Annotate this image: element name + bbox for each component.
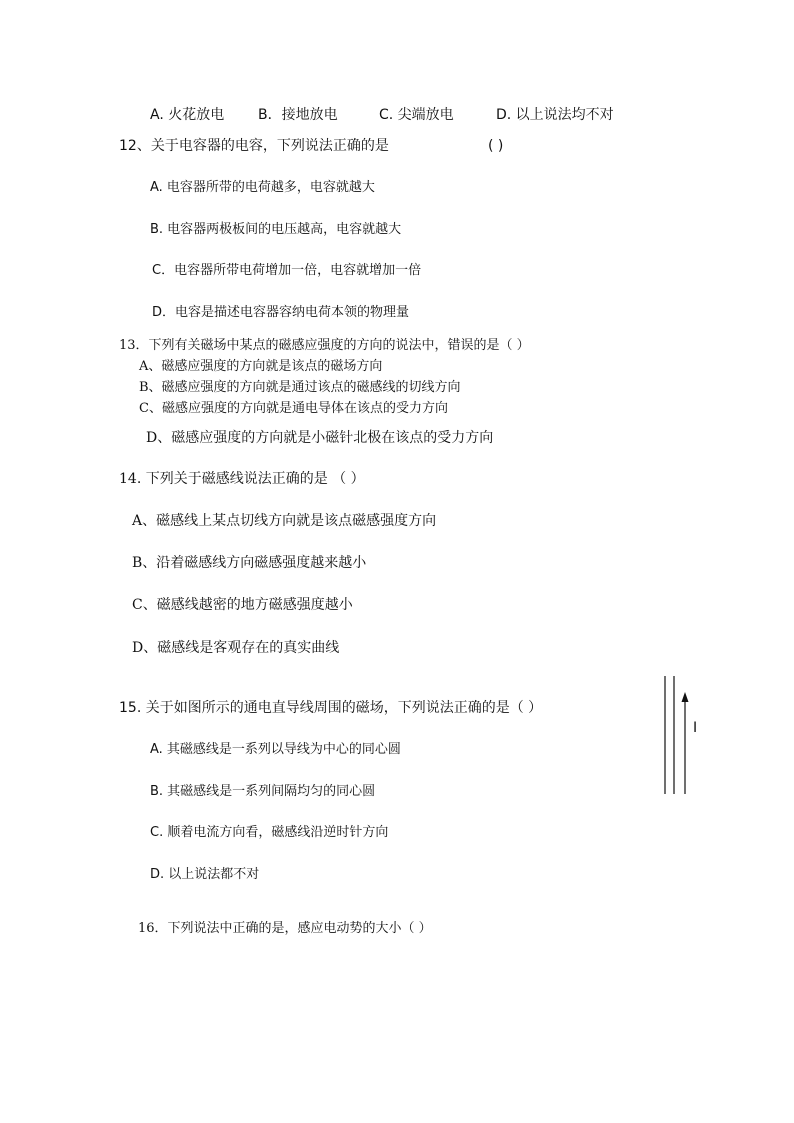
current-wire-diagram [658, 674, 708, 798]
q12-option-c: C．电容器所带电荷增加一倍，电容就增加一倍 [152, 263, 422, 278]
q15-option-b: B. 其磁感线是一系列间隔均匀的同心圆 [150, 784, 376, 799]
q15-option-c: C. 顺着电流方向看，磁感线沿逆时针方向 [150, 825, 389, 840]
q14-stem: 14. 下列关于磁感线说法正确的是 （ ） [119, 471, 365, 487]
q12-option-d: D．电容是描述电容器容纳电荷本领的物理量 [152, 305, 410, 320]
q15-option-a: A. 其磁感线是一系列以导线为中心的同心圆 [150, 742, 401, 757]
current-arrow-head-icon [682, 692, 689, 702]
q15-option-d: D. 以上说法都不对 [150, 867, 260, 882]
q13-option-a: A、磁感应强度的方向就是该点的磁场方向 [139, 359, 383, 374]
q12-answer-paren: ( ) [488, 138, 504, 154]
q13-option-c: C、磁感应强度的方向就是通电导体在该点的受力方向 [139, 401, 448, 416]
q13-option-b: B、磁感应强度的方向就是通过该点的磁感线的切线方向 [139, 380, 461, 395]
q12-option-a: A. 电容器所带的电荷越多，电容就越大 [150, 180, 375, 195]
q12-stem: 12、关于电容器的电容，下列说法正确的是 [119, 138, 389, 154]
q14-option-d: D、磁感线是客观存在的真实曲线 [132, 640, 340, 656]
q14-option-b: B、沿着磁感线方向磁感强度越来越小 [132, 555, 367, 571]
q14-option-c: C、磁感线越密的地方磁感强度越小 [132, 597, 353, 613]
q14-option-a: A、磁感线上某点切线方向就是该点磁感强度方向 [132, 513, 437, 529]
q12-option-b: B. 电容器两极板间的电压越高，电容就越大 [150, 222, 402, 237]
q11-option-b: B．接地放电 [258, 107, 338, 123]
q16-stem: 16．下列说法中正确的是，感应电动势的大小（ ） [138, 921, 432, 936]
q11-option-a: A. 火花放电 [150, 107, 225, 123]
q15-stem: 15. 关于如图所示的通电直导线周围的磁场，下列说法正确的是（ ） [119, 700, 543, 716]
q11-option-d: D. 以上说法均不对 [496, 107, 614, 123]
q13-stem: 13．下列有关磁场中某点的磁感应强度的方向的说法中，错误的是（ ） [119, 338, 530, 353]
q11-option-c: C. 尖端放电 [379, 107, 454, 123]
current-label: I [693, 720, 698, 736]
q13-option-d: D、磁感应强度的方向就是小磁针北极在该点的受力方向 [146, 430, 494, 446]
current-wire-figure [658, 674, 708, 798]
